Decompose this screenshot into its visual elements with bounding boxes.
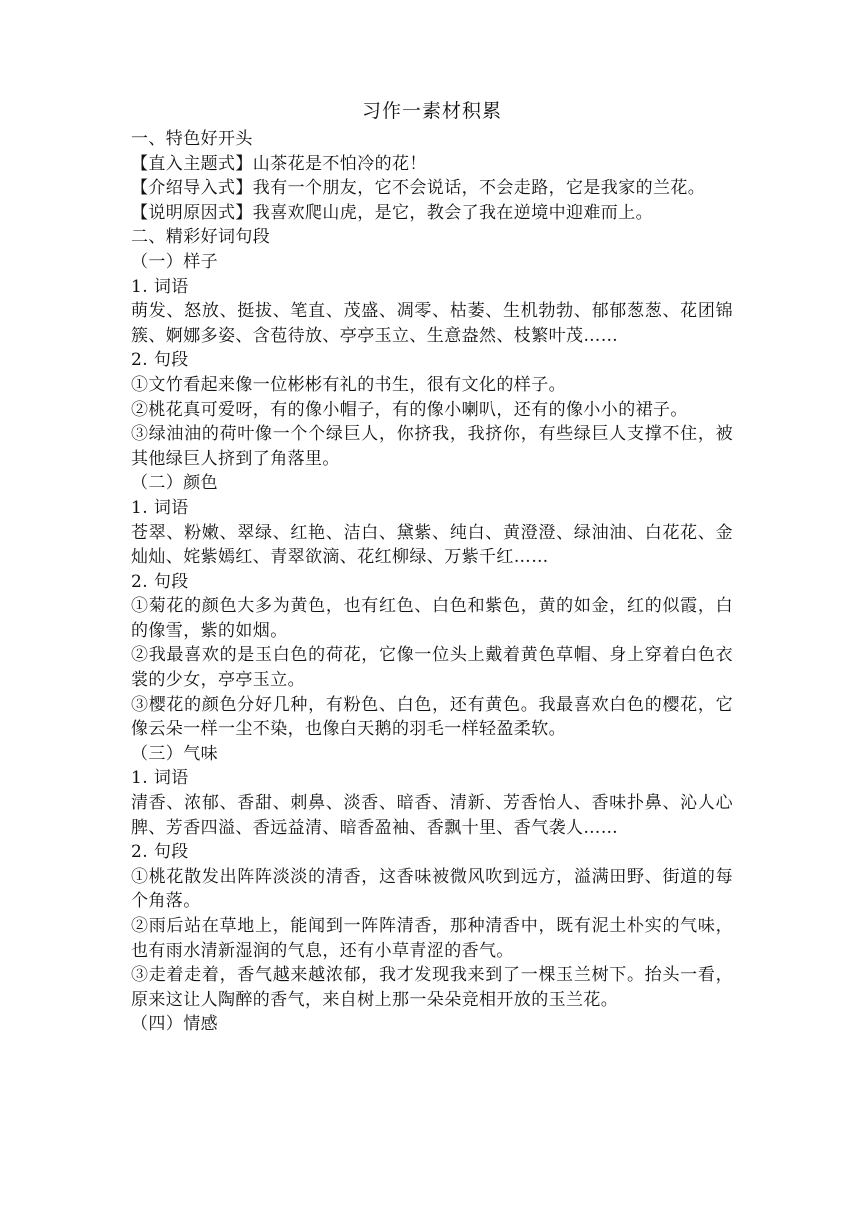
appearance-sentence-1: ①文竹看起来像一位彬彬有礼的书生，很有文化的样子。	[131, 374, 566, 395]
subsection-heading-emotion: （四）情感	[131, 1014, 218, 1035]
sentences-label: 2. 句段	[131, 842, 189, 863]
subsection-heading-color: （二）颜色	[131, 473, 218, 494]
color-sentence-3: ③樱花的颜色分好几种，有粉色、白色，还有黄色。我最喜欢白色的樱花，它像云朵一样一尘不染，也像白天鹅的羽毛一样轻盈柔软。	[131, 694, 733, 740]
document-page	[131, 98, 733, 1037]
smell-sentence-3: ③走着走着，香气越来越浓郁，我才发现我来到了一棵玉兰树下。抬头一看，原来这让人陶醉的香气，来自树上那一朵朵竞相开放的玉兰花。	[131, 965, 733, 1010]
color-sentence-2: ②我最喜欢的是玉白色的荷花，它像一位头上戴着黄色草帽、身上穿着白色衣裳的少女，亭亭玉立。	[131, 645, 733, 691]
smell-sentence-1: ①桃花散发出阵阵淡淡的清香，这香味被微风吹到远方，溢满田野、街道的每个角落。	[131, 866, 733, 912]
document-title: 习作一素材积累	[361, 100, 502, 122]
words-label: 1. 词语	[131, 768, 189, 789]
color-sentence-1: ①菊花的颜色大多为黄色，也有红色、白色和紫色，黄的如金，红的似霞，白的像雪，紫的如烟。	[131, 596, 733, 641]
opening-example-direct: 【直入主题式】山茶花是不怕冷的花！	[131, 153, 427, 174]
subsection-heading-appearance: （一）样子	[131, 251, 218, 272]
appearance-sentence-2: ②桃花真可爱呀，有的像小帽子，有的像小喇叭，还有的像小小的裙子。	[131, 399, 688, 420]
appearance-words: 萌发、怒放、挺拔、笔直、茂盛、凋零、枯萎、生机勃勃、郁郁葱葱、花团锦簇、婀娜多姿、含苞待放、亭亭玉立、生意盎然、枝繁叶茂……	[131, 301, 733, 346]
words-label: 1. 词语	[131, 497, 189, 518]
smell-words: 清香、浓郁、香甜、刺鼻、淡香、暗香、清新、芳香怡人、香味扑鼻、沁人心脾、芳香四溢、香远益清、暗香盈袖、香飘十里、香气袭人……	[131, 793, 733, 838]
smell-sentence-2: ②雨后站在草地上，能闻到一阵阵清香，那种清香中，既有泥土朴实的气味，也有雨水清新湿润的气息，还有小草青涩的香气。	[131, 916, 733, 961]
opening-example-reason: 【说明原因式】我喜欢爬山虎，是它，教会了我在逆境中迎难而上。	[131, 202, 653, 223]
sentences-label: 2. 句段	[131, 350, 189, 371]
words-label: 1. 词语	[131, 276, 189, 297]
opening-example-introduce: 【介绍导入式】我有一个朋友，它不会说话，不会走路，它是我家的兰花。	[131, 178, 706, 199]
color-words: 苍翠、粉嫩、翠绿、红艳、洁白、黛紫、纯白、黄澄澄、绿油油、白花花、金灿灿、姹紫嫣红、青翠欲滴、花红柳绿、万紫千红……	[131, 522, 733, 568]
appearance-sentence-3: ③绿油油的荷叶像一个个绿巨人，你挤我，我挤你，有些绿巨人支撑不住，被其他绿巨人挤到了角落里。	[131, 424, 733, 469]
sentences-label: 2. 句段	[131, 571, 189, 592]
section-heading-openings: 一、特色好开头	[131, 129, 253, 149]
section-heading-words-sentences: 二、精彩好词句段	[131, 227, 271, 248]
subsection-heading-smell: （三）气味	[131, 743, 218, 764]
